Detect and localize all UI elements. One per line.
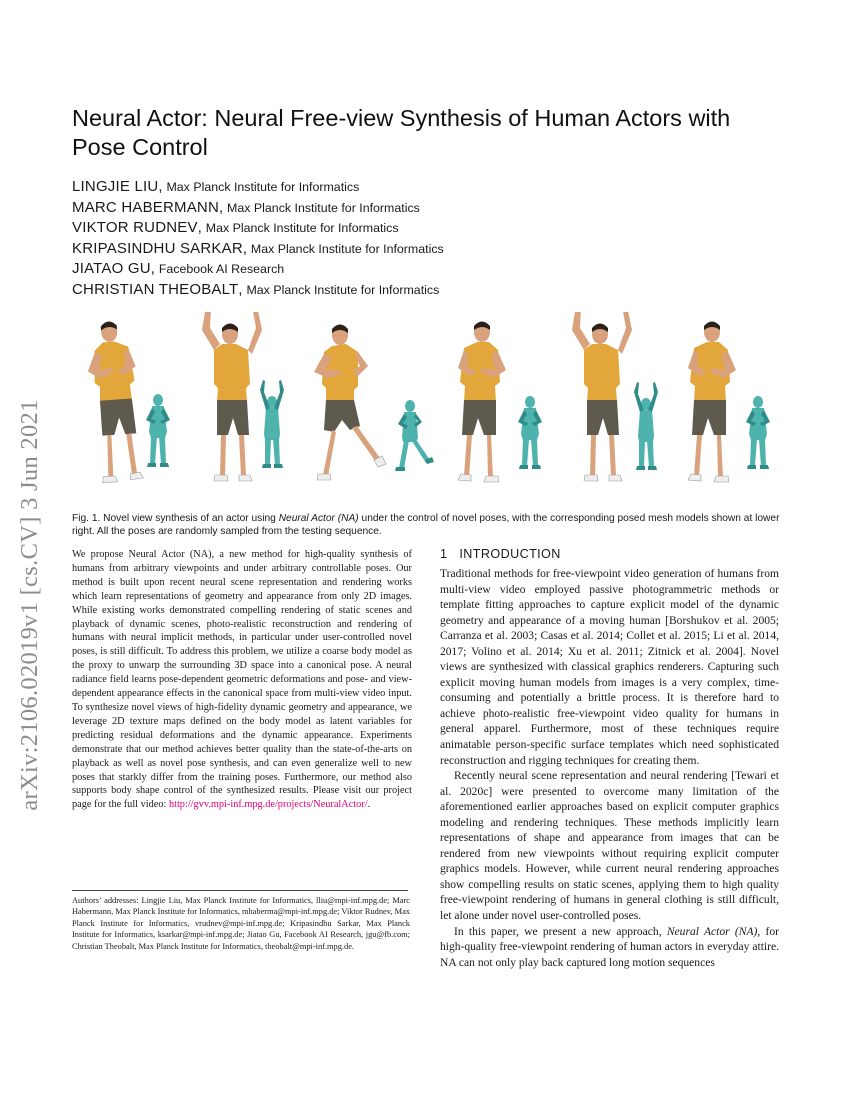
author-affiliation: Max Planck Institute for Informatics bbox=[246, 282, 440, 297]
paragraph-text: In this paper, we present a new approach, bbox=[454, 925, 667, 938]
author-affiliation: Max Planck Institute for Informatics bbox=[227, 200, 420, 215]
mesh-model-3 bbox=[395, 400, 434, 471]
figure-caption bbox=[72, 512, 780, 539]
abstract-text: We propose Neural Actor (NA), a new method for high-quality synthesis of humans from arbitrary viewpoints and under arbitrary controllable poses. Our method is built upon recent neural scene representation and rendering works which learn representations of geometry and appearance from only 2D images. While existing works demonstrated compelling rendering of static scenes and playback of dynamic scenes, photo-realistic reconstruction and rendering of humans with neural implicit methods, in particular under user-controlled novel poses, is still difficult. To address this problem, we utilize a coarse body model as the proxy to unwarp the surrounding 3D space into a canonical pose. A neural radiance field learns pose-dependent geometric deformations and pose- and view-dependent appearance effects in the canonical space from multi-view video input. To synthesize novel views of high-fidelity dynamic geometry and appearance, we leverage 2D texture maps defined on the body model as latent variables for predicting residual deformations and the dynamic appearance. Experiments demonstrate that our method achieves better quality than the state-of-the-arts on playback as well as novel pose synthesis, and can even generalize well to new poses that starkly differ from the training poses. Furthermore, our method also supports body shape control of the synthesized results. Please visit our project page for the full video: bbox=[72, 549, 412, 811]
mesh-model-2 bbox=[260, 380, 284, 468]
teaser-figure bbox=[76, 312, 776, 492]
abstract-end: . bbox=[367, 799, 371, 811]
actor-render-2 bbox=[202, 312, 262, 481]
author-line: JIATAO GU, Facebook AI Research bbox=[72, 260, 285, 278]
actor-render-1 bbox=[84, 320, 143, 483]
paragraph: Traditional methods for free-viewpoint video generation of humans from multi-view video employed passive photogrammetric methods or template fitting approaches to capture explicit model of the dynamic geometry and appearance of a moving human [Borshukov et al. 2005; Carranza et al. 2003; Casas et al. 2014; Collet et al. 2015; Li et al. 2014, 2017; Volino et al. 2014; Xu et al. 2011; Zitnick et al. 2004]. Novel views are synthesized with classical graphics renderers. Capturing such explicit moving human models from images is a very complex, time-consuming and potentially a brittle process. It is therefore hard to achieve photo-realistic free-viewpoint video quality for humans in general apparel. Furthermore, most of these techniques require animatable person-specific surface templates which need sophisticated reconstruction and rigging techniques for creating them. bbox=[440, 568, 779, 767]
actor-render-4 bbox=[458, 322, 506, 483]
author-affiliation: Max Planck Institute for Informatics bbox=[250, 241, 444, 256]
author-name: LINGJIE LIU bbox=[72, 178, 159, 195]
mesh-model-1 bbox=[146, 394, 170, 467]
actor-render-3 bbox=[314, 325, 386, 481]
author-line: CHRISTIAN THEOBALT, Max Planck Institute for Informatics bbox=[72, 280, 440, 298]
abstract bbox=[72, 548, 412, 812]
author-name: KRIPASINDHU SARKAR bbox=[72, 239, 243, 257]
actor-render-5 bbox=[572, 312, 632, 481]
author-name: JIATAO GU bbox=[72, 260, 151, 278]
mesh-model-6 bbox=[746, 396, 770, 469]
introduction-body bbox=[440, 567, 779, 971]
project-page-link[interactable]: http://gvv.mpi-inf.mpg.de/projects/NeuralActor/ bbox=[168, 799, 368, 811]
caption-suffix: under the control of novel poses, with the corresponding posed mesh models shown at lower right. All the poses are randomly sampled from the testing sequence. bbox=[72, 513, 780, 538]
author-line: LINGJIE LIU, Max Planck Institute for Informatics bbox=[72, 178, 360, 195]
paper-title: Neural Actor: Neural Free-view Synthesis of Human Actors with Pose Control bbox=[72, 105, 731, 160]
arxiv-identifier-stamp: arXiv:2106.02019v1 [cs.CV] 3 Jun 2021 bbox=[16, 399, 43, 811]
author-name: MARC HABERMANN bbox=[72, 198, 219, 216]
mesh-model-5 bbox=[634, 382, 658, 470]
section-heading bbox=[440, 547, 561, 561]
paragraph-text: , for high-quality free-viewpoint rendering of human actors in everyday attire. NA can not only play back captured long motion sequences bbox=[440, 925, 779, 969]
author-line: VIKTOR RUDNEV, Max Planck Institute for Informatics bbox=[72, 219, 399, 237]
author-line: KRIPASINDHU SARKAR, Max Planck Institute for Informatics bbox=[72, 239, 444, 257]
author-affiliation: Facebook AI Research bbox=[158, 262, 285, 277]
author-affiliation: Max Planck Institute for Informatics bbox=[166, 180, 360, 194]
caption-method-name: Neural Actor (NA) bbox=[278, 513, 359, 524]
author-affiliation: Max Planck Institute for Informatics bbox=[205, 221, 399, 236]
author-line: MARC HABERMANN, Max Planck Institute for Informatics bbox=[72, 198, 420, 216]
method-name: Neural Actor (NA) bbox=[666, 925, 758, 938]
footnote-divider bbox=[72, 890, 408, 891]
author-list bbox=[72, 177, 772, 301]
section-title: INTRODUCTION bbox=[459, 547, 561, 561]
caption-prefix: Fig. 1. Novel view synthesis of an actor using bbox=[72, 513, 279, 524]
actor-render-6 bbox=[688, 322, 736, 483]
section-number: 1 bbox=[440, 547, 448, 561]
author-addresses-footnote: Authors’ addresses: Lingjie Liu, Max Planck Institute for Informatics, lliu@mpi-inf.mpg.de; Marc Habermann, Max Planck Institute for Informatics, mhaberma@mpi-inf.mpg.de; Viktor Rudnev, Max Planck Institute for Informatics, vrudnev@mpi-inf.mpg.de; Kripasindhu Sarkar, Max Planck Institute for Informatics, ksarkar@mpi-inf.mpg.de; Jiatao Gu, Facebook AI Research, jgu@fb.com; Christian Theobalt, Max Planck Institute for Informatics, theobalt@mpi-inf.mpg.de. bbox=[72, 896, 410, 951]
paragraph bbox=[440, 925, 779, 972]
author-name: CHRISTIAN THEOBALT bbox=[72, 280, 239, 298]
author-name: VIKTOR RUDNEV bbox=[72, 219, 198, 237]
paragraph: Recently neural scene representation and neural rendering [Tewari et al. 2020c] were presented to overcome many limitation of the aforementioned earlier approaches based on explicit computer graphics modeling and rendering techniques. These methods implicitly learn representations of shape and appearance from images that can be rendered from new viewpoints without requiring explicit computer graphics models. However, while current neural rendering approaches show compelling results on static scenes, applying them to high quality free-viewpoint rendering of humans in general clothing is still difficult, let alone under novel user-controlled poses. bbox=[440, 770, 779, 923]
mesh-model-4 bbox=[518, 396, 542, 469]
